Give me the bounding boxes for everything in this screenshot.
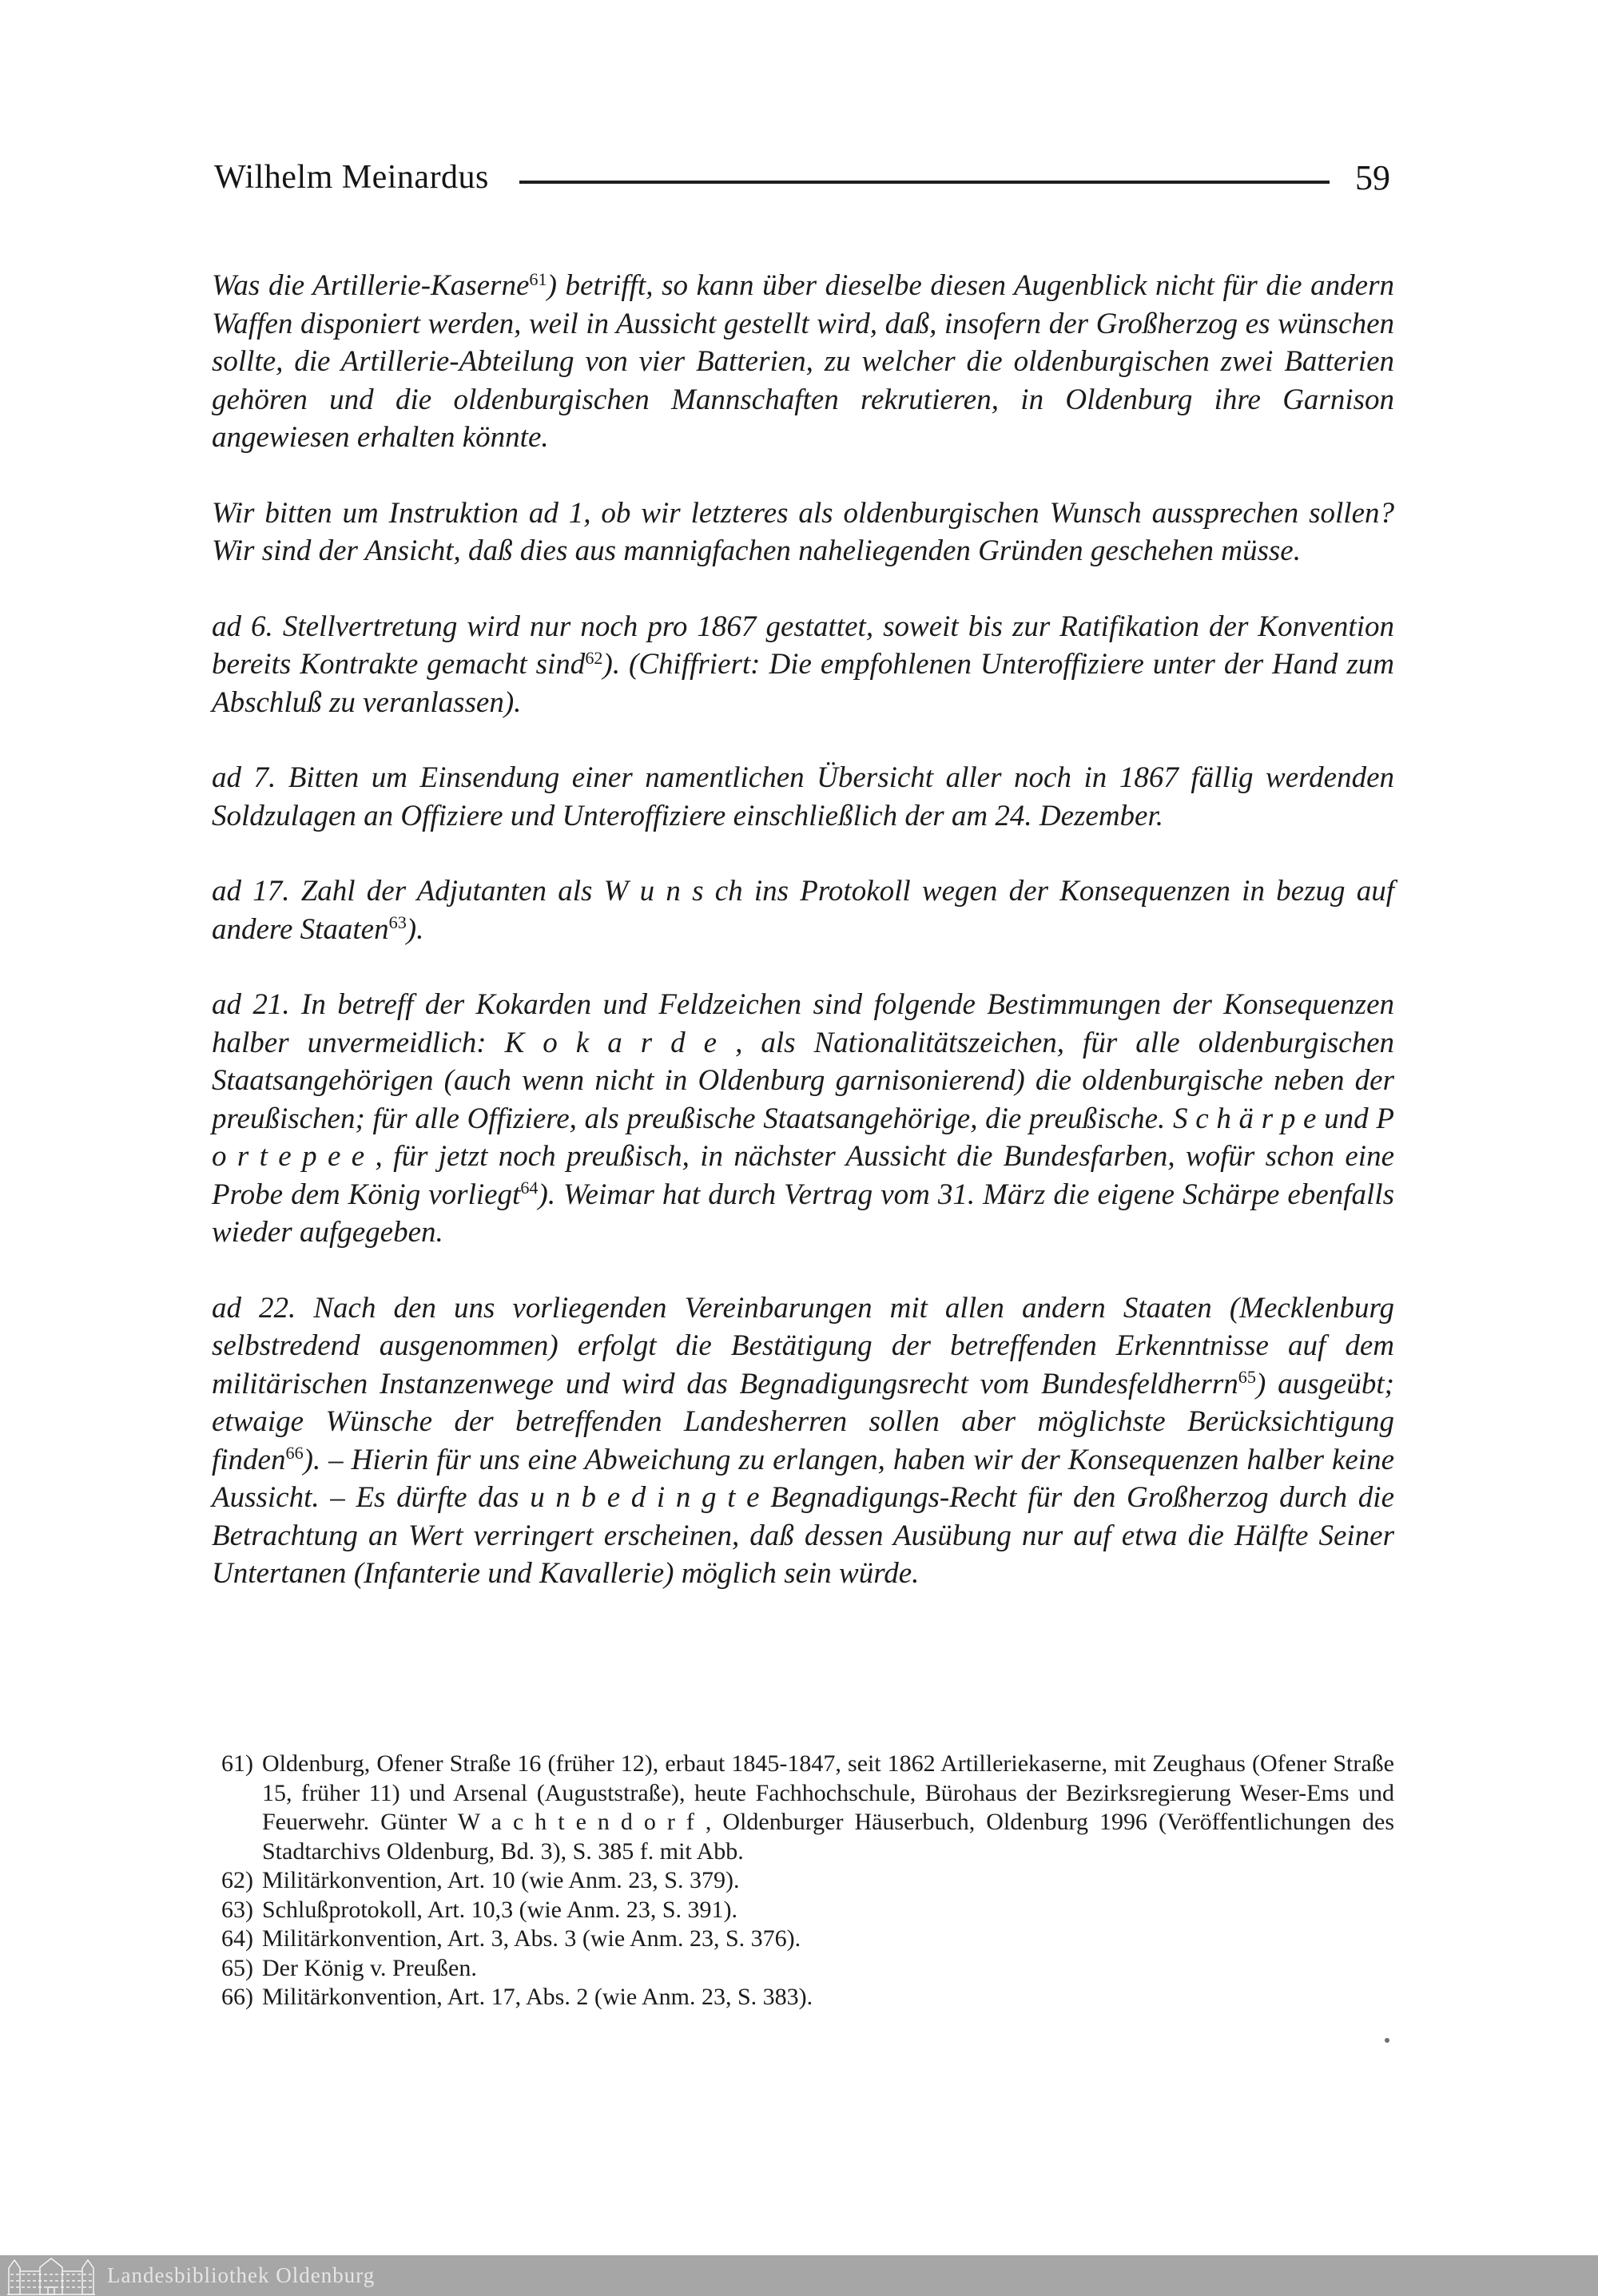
footnote-text: Schlußprotokoll, Art. 10,3 (wie Anm. 23, S. 391). <box>262 1896 737 1923</box>
footnote-text: Militärkonvention, Art. 10 (wie Anm. 23, S. 379). <box>262 1867 740 1893</box>
footnote-number: 62) <box>221 1867 253 1893</box>
footnote-marker: 63 <box>388 912 407 933</box>
footnote-text: Der König v. Preußen. <box>262 1954 477 1981</box>
header-rule <box>519 181 1330 184</box>
footnote-number: 63) <box>221 1896 253 1923</box>
footnote-number: 64) <box>221 1925 253 1952</box>
footnote-text: Militärkonvention, Art. 3, Abs. 3 (wie Anm. 23, S. 376). <box>262 1925 801 1952</box>
footnote <box>212 1925 1394 1954</box>
body-paragraph: Wir bitten um Instruktion ad 1, ob wir letzteres als oldenburgischen Wunsch aussprechen sollen? Wir sind der Ansicht, daß dies aus mannigfachen naheliegenden Gründen geschehen müsse. <box>212 496 1394 567</box>
library-building-icon <box>6 2257 96 2295</box>
body-paragraph: ad 22. Nach den uns vorliegenden Vereinbarungen mit allen andern Staaten (Mecklenburg selbstredend ausgenommen) erfolgt die Bestätigung der betreffenden Erkenntnisse auf dem militärischen Instanzenwege und wird das Begnadigungsrecht vom Bundesfeldherrn$^{65}$) ausgeübt; etwaige Wünsche der betreffenden Landesherren sollen aber möglichste Berücksichtigung finden$^{66}$). – Hierin für uns eine Abweichung zu erlangen, haben wir der Konsequenzen halber keine Aussicht. – Es dürfte das u n b e d i n g t e Begnadigungs-Recht für den Großherzog durch die Betrachtung an Wert verringert erscheinen, daß dessen Ausübung nur auf etwa die Hälfte Seiner Untertanen (Infanterie und Kavallerie) möglich sein würde. <box>212 1291 1395 1590</box>
library-footer-bar <box>0 2255 1598 2296</box>
body-text <box>212 267 1394 1593</box>
body-paragraph: ad 6. Stellvertretung wird nur noch pro 1867 gestattet, soweit bis zur Ratifikation der Konvention bereits Kontrakte gemacht sind$^{62}$). (Chiffriert: Die empfohlenen Unteroffiziere unter der Hand zum Abschluß zu veranlassen). <box>212 610 1394 719</box>
footnote-marker: 61 <box>529 268 547 289</box>
footnote-marker: 65 <box>1238 1367 1256 1388</box>
library-name: Landesbibliothek Oldenburg <box>107 2263 376 2287</box>
footnote <box>212 1750 1394 1866</box>
footnote-number: 66) <box>221 1984 253 2010</box>
body-paragraph: ad 17. Zahl der Adjutanten als W u n s ch ins Protokoll wegen der Konsequenzen in bezug auf andere Staaten$^{63}$). <box>212 875 1394 946</box>
page-header <box>214 158 1390 197</box>
body-paragraph: Was die Artillerie-Kaserne$^{61}$) betrifft, so kann über dieselbe diesen Augenblick nicht für die andern Waffen disponiert werden, weil in Aussicht gestellt wird, daß, insofern der Großherzog es wünschen sollte, die Artillerie-Abteilung von vier Batterien, zu welcher die oldenburgischen zwei Batterien gehören und die oldenburgischen Mannschaften rekrutieren, in Oldenburg ihre Garnison angewiesen erhalten könnte. <box>212 268 1394 454</box>
footnote <box>212 1896 1394 1925</box>
footnote-text: Militärkonvention, Art. 17, Abs. 2 (wie Anm. 23, S. 383). <box>262 1984 813 2010</box>
footnote <box>212 1954 1394 1984</box>
running-header-author: Wilhelm Meinardus <box>214 159 489 196</box>
footnote-number: 61) <box>221 1750 253 1777</box>
footnote-marker: 64 <box>520 1178 539 1198</box>
body-paragraph: ad 7. Bitten um Einsendung einer namentlichen Übersicht aller noch in 1867 fällig werdenden Soldzulagen an Offiziere und Unteroffiziere einschließlich der am 24. Dezember. <box>212 761 1394 832</box>
stray-print-dot <box>1385 2038 1389 2043</box>
footnotes-block <box>212 1750 1394 2012</box>
footnote <box>212 1866 1394 1896</box>
page-number: 59 <box>1355 157 1390 197</box>
footnote-marker: 66 <box>285 1443 304 1464</box>
footnote-number: 65) <box>221 1954 253 1981</box>
footnote-text: Oldenburg, Ofener Straße 16 (früher 12), erbaut 1845-1847, seit 1862 Artilleriekaserne, mit Zeughaus (Ofener Straße 15, früher 11) und Arsenal (Auguststraße), heute Fachhochschule, Bürohaus der Bezirksregierung Weser-Ems und Feuerwehr. Günter W a c h t e n d o r f , Oldenburger Häuserbuch, Oldenburg 1996 (Veröffentlichungen des Stadtarchivs Oldenburg, Bd. 3), S. 385 f. mit Abb. <box>262 1750 1394 1865</box>
footnote-marker: 62 <box>585 647 603 668</box>
footnote <box>212 1983 1394 2012</box>
body-paragraph: ad 21. In betreff der Kokarden und Feldzeichen sind folgende Bestimmungen der Konsequenzen halber unvermeidlich: K o k a r d e , als Nationalitätszeichen, für alle oldenburgischen Staatsangehörigen (auch wenn nicht in Oldenburg garnisonierend) die oldenburgische neben der preußischen; für alle Offiziere, als preußische Staatsangehörige, die preußische. S c h ä r p e und P o r t e p e e , für jetzt noch preußisch, in nächster Aussicht die Bundesfarben, wofür schon eine Probe dem König vorliegt$^{64}$). Weimar hat durch Vertrag vom 31. März die eigene Schärpe ebenfalls wieder aufgegeben. <box>212 988 1394 1249</box>
